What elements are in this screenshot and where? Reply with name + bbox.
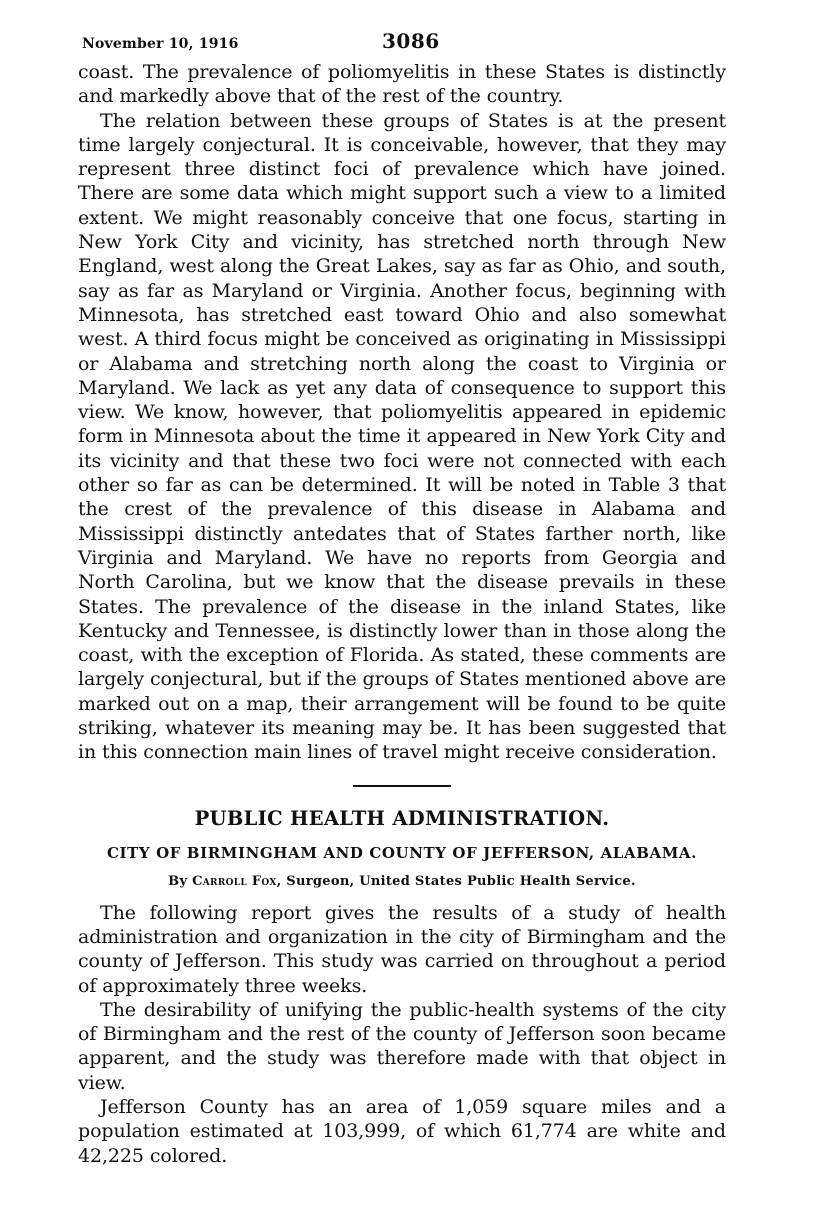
report-paragraph-1: The following report gives the results of a study of health administration and organization in the city of Birmingham and the county of Jefferson. This study was carried on throughout a period of approximately three weeks. (78, 901, 726, 997)
header-date: November 10, 1916 (82, 36, 239, 52)
report-paragraph-3: Jefferson County has an area of 1,059 square miles and a population estimated at 103,999, of which 61,774 are white and 42,225 colored. (78, 1095, 726, 1167)
intro-text (78, 60, 726, 765)
report-text (78, 901, 726, 1168)
report-paragraph-2: The desirability of unifying the public-health systems of the city of Birmingham and the rest of the county of Jefferson soon became apparent, and the study was therefore made with that object in view. (78, 998, 726, 1094)
byline-affiliation: , Surgeon, United States Public Health Service. (276, 873, 636, 889)
byline-prefix: By (168, 873, 193, 889)
section-divider (353, 785, 451, 787)
author-byline (78, 874, 726, 889)
section-subtitle: CITY OF BIRMINGHAM AND COUNTY OF JEFFERSON, ALABAMA. (107, 843, 697, 862)
section-title: PUBLIC HEALTH ADMINISTRATION. (194, 806, 610, 830)
byline-author: Carroll Fox (192, 873, 277, 889)
intro-paragraph-2: The relation between these groups of States is at the present time largely conjectural. It is conceivable, however, that they may represent three distinct foci of prevalence which have joined. There are some data which might support such a view to a limited extent. We might reasonably conceive that one focus, starting in New York City and vicinity, has stretched north through New England, west along the Great Lakes, say as far as Ohio, and south, say as far as Maryland or Virginia. Another focus, beginning with Minnesota, has stretched east toward Ohio and also somewhat west. A third focus might be conceived as originating in Mississippi or Alabama and stretching north along the coast to Virginia or Maryland. We lack as yet any data of consequence to support this view. We know, however, that poliomyelitis appeared in epidemic form in Minnesota about the time it appeared in New York City and its vicinity and that these two foci were not connected with each other so far as can be determined. It will be noted in Table 3 that the crest of the prevalence of this disease in Alabama and Mississippi distinctly antedates that of States farther north, like Virginia and Maryland. We have no reports from Georgia and North Carolina, but we know that the disease prevails in these States. The prevalence of the disease in the inland States, like Kentucky and Tennessee, is distinctly lower than in those along the coast, with the exception of Florida. As stated, these comments are largely conjectural, but if the groups of States mentioned above are marked out on a map, their arrangement will be found to be quite striking, whatever its meaning may be. It has been suggested that in this connection main lines of travel might receive consideration. (78, 109, 726, 764)
page-header (78, 26, 726, 60)
page-number: 3086 (382, 29, 440, 53)
document-page (78, 26, 726, 1168)
intro-paragraph-1: coast. The prevalence of poliomyelitis in these States is distinctly and markedly above that of the rest of the country. (78, 61, 726, 108)
